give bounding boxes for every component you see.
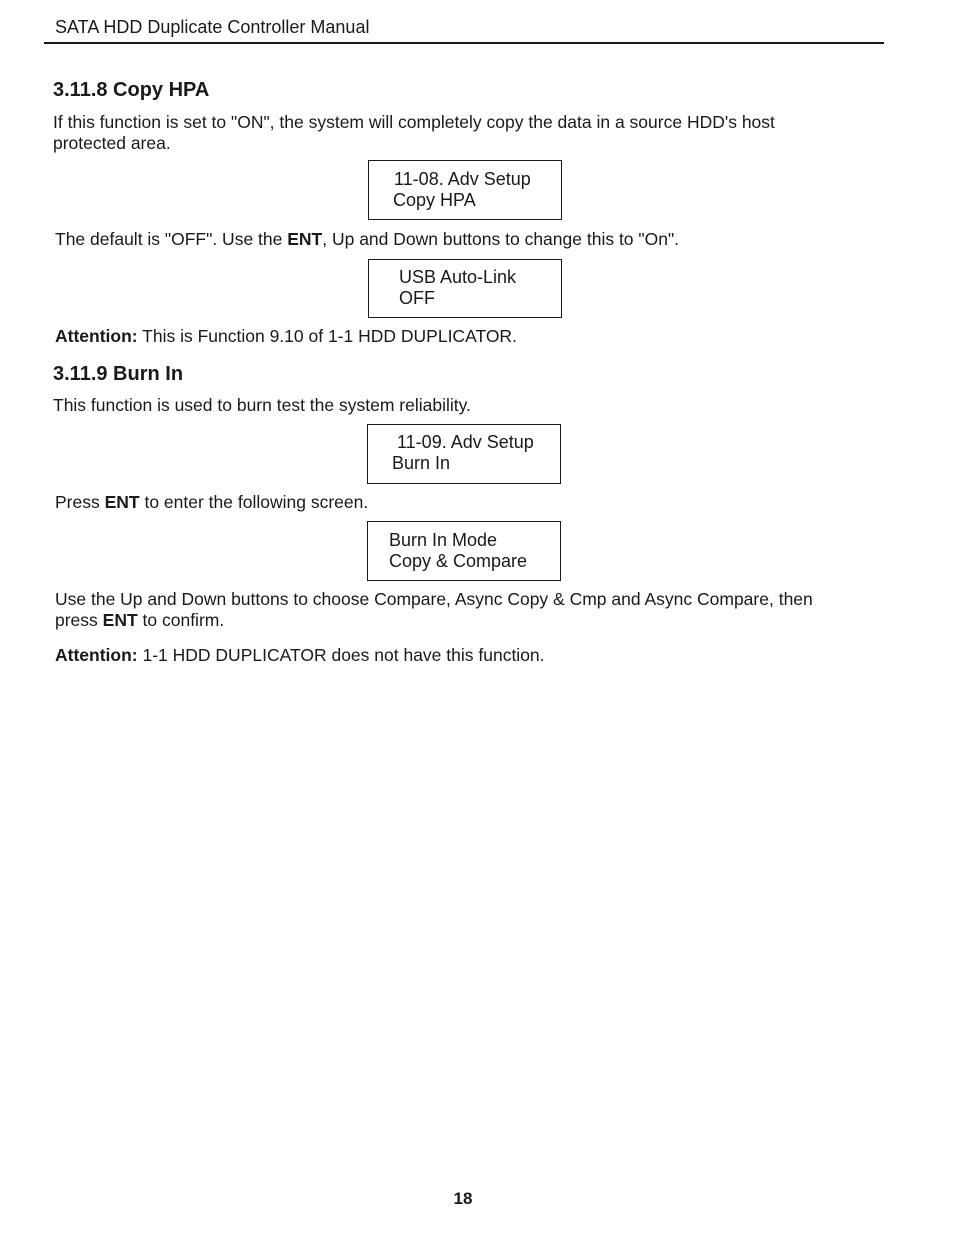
lcd-line-1: 11-09. Adv Setup xyxy=(397,432,534,452)
burn-in-intro: This function is used to burn test the system reliability. xyxy=(53,395,471,415)
copy-hpa-intro-line2: protected area. xyxy=(53,133,171,153)
copy-hpa-default-text xyxy=(55,229,679,250)
manual-title: SATA HDD Duplicate Controller Manual xyxy=(55,17,370,37)
lcd-line-1: Burn In Mode xyxy=(389,530,498,550)
lcd-line-1: USB Auto-Link xyxy=(399,267,517,287)
ent-key-label: ENT xyxy=(287,229,323,249)
page-header xyxy=(44,0,884,44)
text-segment: The default is "OFF". Use the xyxy=(55,229,288,249)
lcd-screen-adv-setup-burn-in xyxy=(367,424,561,484)
lcd-line-2: Copy HPA xyxy=(393,190,476,210)
lcd-screen-adv-setup-copy-hpa xyxy=(368,160,562,220)
text-segment: to enter the following screen. xyxy=(139,492,369,512)
attention-label: Attention: xyxy=(55,326,138,346)
burn-in-attention xyxy=(55,645,545,666)
lcd-screen-usb-auto-link xyxy=(368,259,562,318)
attention-text: 1-1 HDD DUPLICATOR does not have this function. xyxy=(137,645,545,665)
lcd-line-1: 11-08. Adv Setup xyxy=(394,169,531,189)
copy-hpa-attention xyxy=(55,326,517,347)
lcd-line-2: OFF xyxy=(399,288,435,308)
attention-text: This is Function 9.10 of 1-1 HDD DUPLICATOR. xyxy=(137,326,517,346)
burn-in-use-line1: Use the Up and Down buttons to choose Compare, Async Copy & Cmp and Async Compare, then xyxy=(55,589,813,609)
section-heading-copy-hpa: 3.11.8 Copy HPA xyxy=(53,79,210,101)
lcd-line-2: Copy & Compare xyxy=(389,551,528,571)
burn-in-use-line2 xyxy=(55,610,224,631)
section-heading-burn-in: 3.11.9 Burn In xyxy=(53,363,184,385)
text-segment: , Up and Down buttons to change this to "On". xyxy=(322,229,680,249)
lcd-line-2: Burn In xyxy=(392,453,451,473)
text-segment: to confirm. xyxy=(137,610,225,630)
attention-label: Attention: xyxy=(55,645,138,665)
lcd-screen-burn-in-mode xyxy=(367,521,561,581)
burn-in-press-ent-text xyxy=(55,492,368,513)
ent-key-label: ENT xyxy=(104,492,140,512)
ent-key-label: ENT xyxy=(102,610,138,630)
page-number: 18 xyxy=(453,1189,473,1208)
text-segment: press xyxy=(55,610,103,630)
text-segment: Press xyxy=(55,492,105,512)
copy-hpa-intro-line1: If this function is set to "ON", the system will completely copy the data in a source HDD's host xyxy=(53,112,775,132)
